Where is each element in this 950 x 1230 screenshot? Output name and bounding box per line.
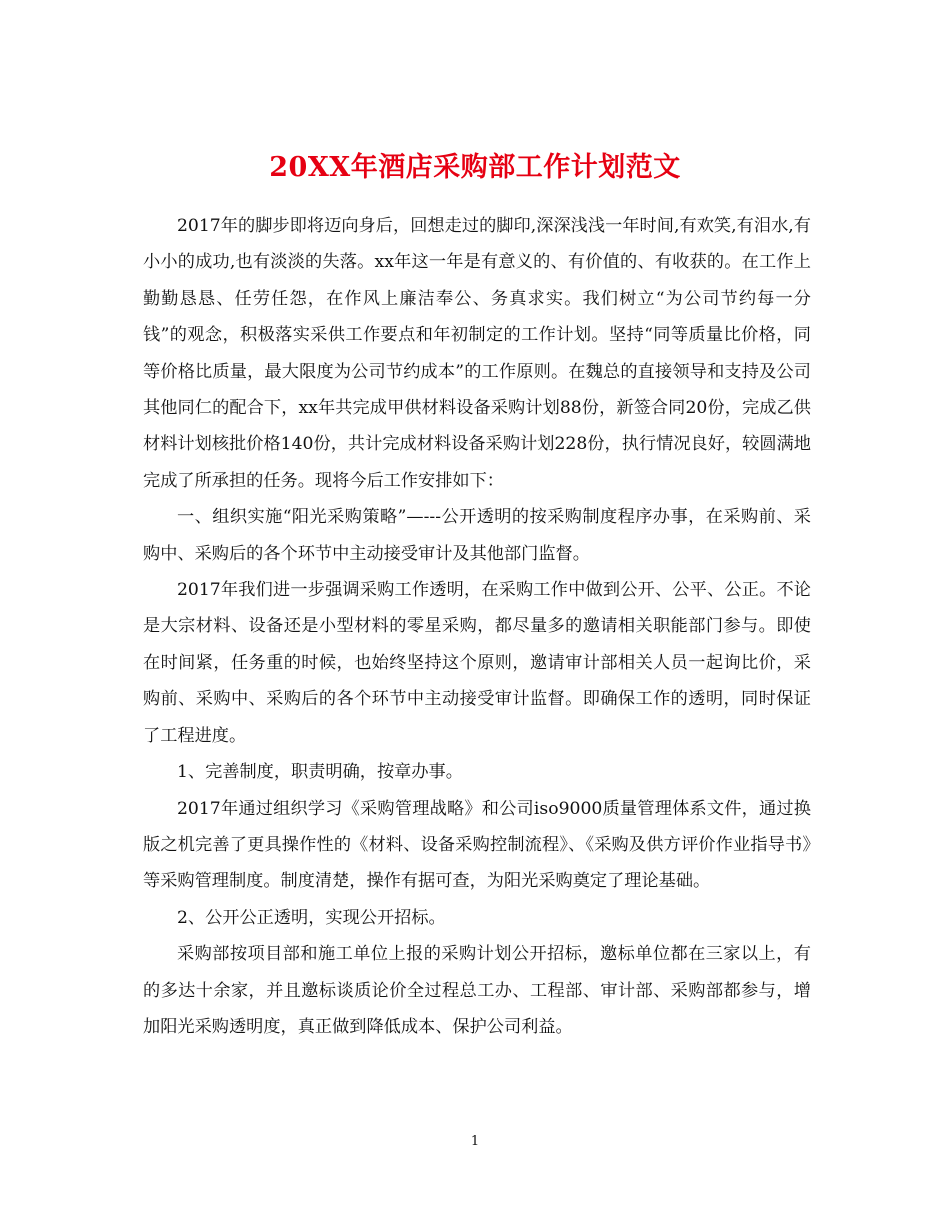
paragraph-item-1-body: 2017年通过组织学习《采购管理战略》和公司iso9000质量管理体系文件，通过换版之机完善了更具操作性的《材料、设备采购控制流程》、《采购及供方评价作业指导书》等采购管理制度。制度清楚，操作有据可查，为阳光采购奠定了理论基础。 [143,798,811,892]
paragraph-transparency: 2017年我们进一步强调采购工作透明，在采购工作中做到公开、公平、公正。不论是大宗材料、设备还是小型材料的零星采购，都尽量多的邀请相关职能部门参与。即使在时间紧，任务重的时候，也始终坚持这个原则，邀请审计部相关人员一起询比价，采购前、采购中、采购后的各个环节中主动接受审计监督。即确保工作的透明，同时保证了工程进度。 [143,580,811,746]
page-number: 1 [470,1134,480,1149]
paragraph-intro: 2017年的脚步即将迈向身后，回想走过的脚印,深深浅浅一年时间,有欢笑,有泪水,有小小的成功,也有淡淡的失落。xx年这一年是有意义的、有价值的、有收获的。在工作上勤勤恳恳、任劳任怨，在作风上廉洁奉公、务真求实。我们树立“为公司节约每一分钱”的观念，积极落实采供工作要点和年初制定的工作计划。坚持“同等质量比价格，同等价格比质量，最大限度为公司节约成本”的工作原则。在魏总的直接领导和支持及公司其他同仁的配合下，xx年共完成甲供材料设备采购计划88份，新签合同20份，完成乙供材料计划核批价格140份，共计完成材料设备采购计划228份，执行情况良好，较圆满地完成了所承担的任务。现将今后工作安排如下： [143,216,811,491]
paragraph-item-1-heading: 1、完善制度，职责明确，按章办事。 [177,762,463,783]
paragraph-item-2-body: 采购部按项目部和施工单位上报的采购计划公开招标，邀标单位都在三家以上，有的多达十余家，并且邀标谈质论价全过程总工办、工程部、审计部、采购部都参与，增加阳光采购透明度，真正做到降低成本、保护公司利益。 [143,944,811,1037]
paragraph-section-1-heading: 一、组织实施“阳光采购策略”—---公开透明的按采购制度程序办事，在采购前、采购中、采购后的各个环节中主动接受审计及其他部门监督。 [143,507,811,564]
paragraph-item-2-heading: 2、公开公正透明，实现公开招标。 [177,907,446,928]
document-body [143,208,811,1045]
document-title: 20XX年酒店采购部工作计划范文 [269,152,681,184]
